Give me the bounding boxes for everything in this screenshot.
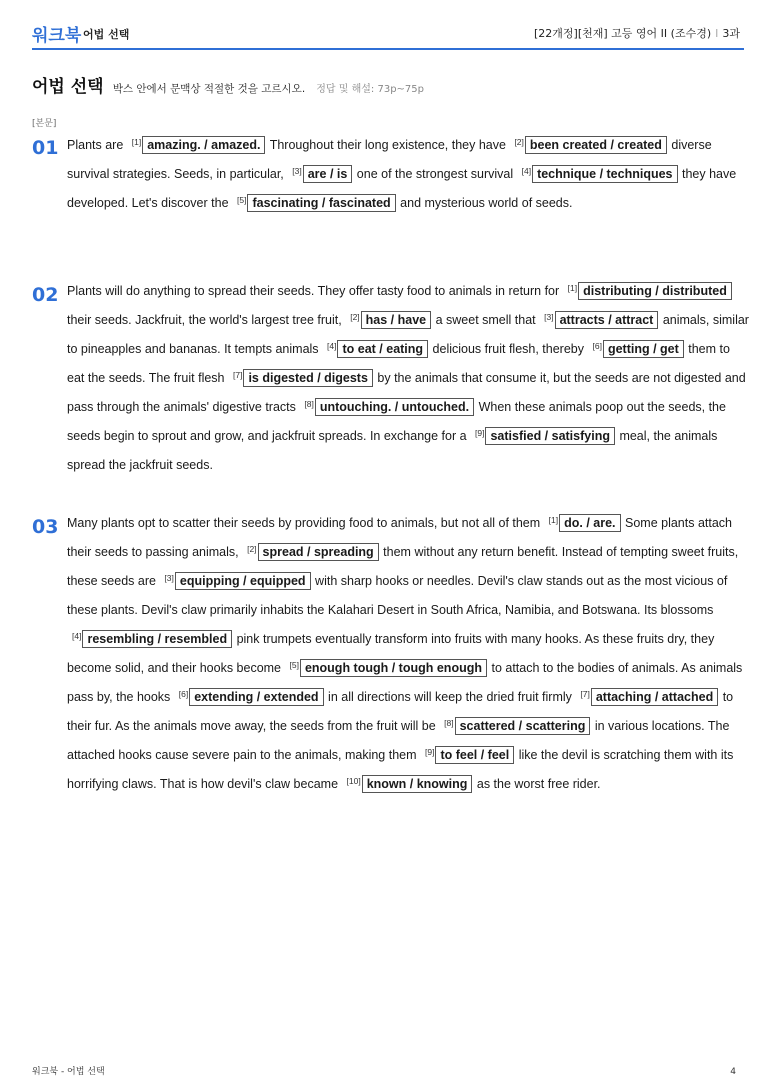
passage-text: one of the strongest survival bbox=[353, 167, 517, 181]
passage-text: with sharp hooks or needles. Devil's claw stands out as the most vicious of these plants. Devil's claw primarily inhabits the Kalahari Desert in South Africa, Namibia, and Botswana. Its blossoms bbox=[67, 574, 728, 617]
passage-02 bbox=[67, 277, 749, 480]
grammar-choice-box[interactable]: known / knowing bbox=[362, 775, 473, 793]
grammar-choice-box[interactable]: satisfied / satisfying bbox=[485, 427, 614, 445]
blank-number: [6] bbox=[178, 689, 189, 699]
blank-number: [1] bbox=[131, 137, 142, 147]
passage-text: a sweet smell that bbox=[432, 313, 540, 327]
blank-number: [5] bbox=[237, 195, 247, 205]
passage-text: them to eat the seeds. The fruit flesh bbox=[67, 342, 730, 385]
passage-number-02: 02 bbox=[32, 284, 59, 306]
grammar-choice-box[interactable]: enough tough / tough enough bbox=[300, 659, 487, 677]
passage-text: they have developed. Let's discover the bbox=[67, 167, 737, 210]
passage-text: delicious fruit flesh, thereby bbox=[429, 342, 588, 356]
page-number: 4 bbox=[730, 1067, 736, 1077]
blank-number: [7] bbox=[232, 370, 243, 380]
grammar-choice-box[interactable]: to feel / feel bbox=[435, 746, 514, 764]
passage-text: diverse survival strategies. Seeds, in particular, bbox=[67, 138, 712, 181]
grammar-choice-box[interactable]: been created / created bbox=[525, 136, 667, 154]
passage-text: to their fur. As the animals move away, the seeds from the fruit will be bbox=[67, 690, 734, 733]
course-name: [22개정][천재] 고등 영어 II (조수경) bbox=[534, 27, 712, 40]
grammar-choice-box[interactable]: amazing. / amazed. bbox=[142, 136, 265, 154]
passage-text: Throughout their long existence, they have bbox=[266, 138, 510, 152]
passage-text: by the animals that consume it, but the seeds are not digested and pass through the animals' digestive tracts bbox=[67, 371, 746, 414]
blank-number: [8] bbox=[304, 399, 314, 409]
blank-number: [4] bbox=[327, 341, 337, 351]
grammar-choice-box[interactable]: spread / spreading bbox=[258, 543, 379, 561]
passage-text: and mysterious world of seeds. bbox=[396, 196, 573, 210]
blank-number: [8] bbox=[444, 718, 454, 728]
grammar-choice-box[interactable]: technique / techniques bbox=[532, 165, 677, 183]
passage-text: Some plants attach their seeds to passing animals, bbox=[67, 516, 732, 559]
exercise-title-row bbox=[32, 72, 424, 97]
passage-text: in various locations. The attached hooks cause severe pain to the animals, making them bbox=[67, 719, 730, 762]
lesson-label: 3과 bbox=[722, 27, 740, 40]
grammar-choice-box[interactable]: fascinating / fascinated bbox=[247, 194, 395, 212]
bonmun-label: [본문] bbox=[32, 119, 57, 129]
exercise-title: 어법 선택 bbox=[32, 77, 104, 97]
grammar-choice-box[interactable]: equipping / equipped bbox=[175, 572, 311, 590]
grammar-choice-box[interactable]: extending / extended bbox=[189, 688, 323, 706]
footer-label: 워크북 - 어법 선택 bbox=[32, 1067, 105, 1077]
exercise-instruction: 박스 안에서 문맥상 적절한 것을 고르시오. bbox=[112, 83, 306, 95]
grammar-choice-box[interactable]: to eat / eating bbox=[337, 340, 428, 358]
grammar-choice-box[interactable]: distributing / distributed bbox=[578, 282, 732, 300]
grammar-choice-box[interactable]: attracts / attract bbox=[555, 311, 659, 329]
blank-number: [2] bbox=[514, 137, 524, 147]
header-separator: I bbox=[715, 27, 719, 40]
blank-number: [4] bbox=[521, 166, 532, 176]
passage-03 bbox=[67, 509, 749, 799]
blank-number: [3] bbox=[164, 573, 174, 583]
passage-text: When these animals poop out the seeds, the seeds begin to sprout and grow, and jackfruit spreads. In exchange for a bbox=[67, 400, 726, 443]
passage-number-01: 01 bbox=[32, 137, 59, 159]
passage-text: to attach to the bodies of animals. As animals pass by, the hooks bbox=[67, 661, 743, 704]
grammar-choice-box[interactable]: getting / get bbox=[603, 340, 684, 358]
passage-01 bbox=[67, 131, 749, 218]
passage-text: in all directions will keep the dried fruit firmly bbox=[324, 690, 576, 704]
blank-number: [1] bbox=[548, 515, 559, 525]
passage-text: Many plants opt to scatter their seeds by providing food to animals, but not all of them bbox=[67, 516, 544, 530]
grammar-choice-box[interactable]: are / is bbox=[303, 165, 353, 183]
grammar-choice-box[interactable]: scattered / scattering bbox=[455, 717, 591, 735]
grammar-choice-box[interactable]: has / have bbox=[361, 311, 431, 329]
header-course-info bbox=[534, 25, 740, 41]
blank-number: [3] bbox=[544, 312, 554, 322]
passage-text: them without any return benefit. Instead of tempting sweet fruits, these seeds are bbox=[67, 545, 739, 588]
blank-number: [1] bbox=[567, 283, 578, 293]
passage-text: Plants are bbox=[67, 138, 127, 152]
blank-number: [10] bbox=[346, 776, 361, 786]
page-header bbox=[32, 18, 744, 50]
blank-number: [3] bbox=[292, 166, 302, 176]
blank-number: [6] bbox=[592, 341, 602, 351]
blank-number: [2] bbox=[247, 544, 257, 554]
blank-number: [9] bbox=[424, 747, 435, 757]
passage-text: meal, the animals spread the jackfruit seeds. bbox=[67, 429, 718, 472]
passage-text: animals, similar to pineapples and bananas. It tempts animals bbox=[67, 313, 749, 356]
passage-number-03: 03 bbox=[32, 516, 59, 538]
passage-text: their seeds. Jackfruit, the world's largest tree fruit, bbox=[67, 313, 346, 327]
grammar-choice-box[interactable]: untouching. / untouched. bbox=[315, 398, 474, 416]
grammar-choice-box[interactable]: resembling / resembled bbox=[82, 630, 232, 648]
grammar-choice-box[interactable]: attaching / attached bbox=[591, 688, 718, 706]
passage-text: pink trumpets eventually transform into fruits with many hooks. As these fruits dry, they become solid, and their hooks become bbox=[67, 632, 715, 675]
blank-number: [5] bbox=[289, 660, 299, 670]
answer-reference: 정답 및 해설: 73p~75p bbox=[316, 84, 424, 95]
passage-text: like the devil is scratching them with its horrifying claws. That is how devil's claw became bbox=[67, 748, 734, 791]
grammar-choice-box[interactable]: do. / are. bbox=[559, 514, 620, 532]
passage-text: as the worst free rider. bbox=[473, 777, 601, 791]
brand-logo-text: 워크북 bbox=[32, 26, 82, 46]
blank-number: [7] bbox=[580, 689, 590, 699]
blank-number: [4] bbox=[72, 631, 82, 641]
passage-text: Plants will do anything to spread their seeds. They offer tasty food to animals in return for bbox=[67, 284, 563, 298]
header-section-label: 어법 선택 bbox=[83, 28, 130, 41]
grammar-choice-box[interactable]: is digested / digests bbox=[243, 369, 372, 387]
blank-number: [2] bbox=[350, 312, 360, 322]
blank-number: [9] bbox=[475, 428, 485, 438]
